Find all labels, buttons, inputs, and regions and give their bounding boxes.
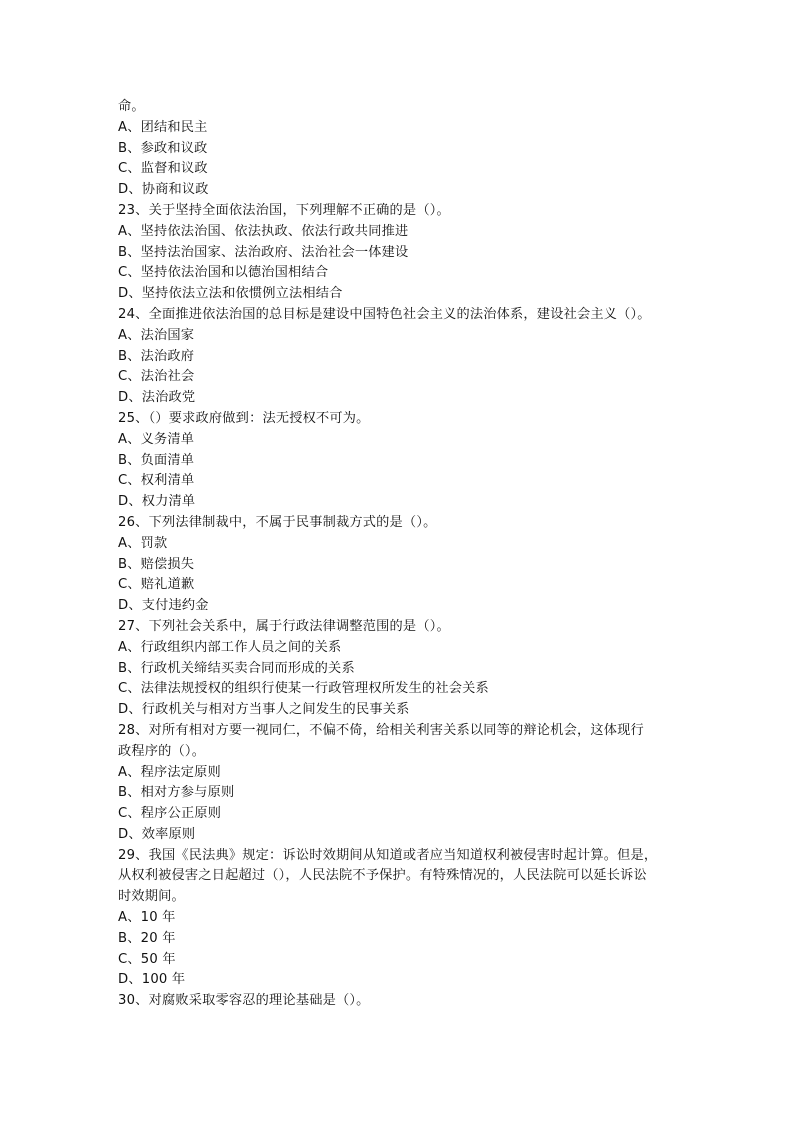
answer-option: C、法律法规授权的组织行使某一行政管理权所发生的社会关系 xyxy=(118,681,489,697)
answer-option: A、10 年 xyxy=(118,910,176,926)
answer-option: A、程序法定原则 xyxy=(118,764,221,780)
answer-option: D、行政机关与相对方当事人之间发生的民事关系 xyxy=(118,702,410,718)
answer-option: C、坚持依法治国和以德治国相结合 xyxy=(118,265,329,281)
text-line: 命。 xyxy=(118,99,145,114)
question-text: 政程序的（）。 xyxy=(118,743,206,759)
document-page xyxy=(118,97,678,1012)
answer-option: B、赔偿损失 xyxy=(118,556,195,572)
answer-option: B、负面清单 xyxy=(118,452,195,468)
answer-option: D、协商和议政 xyxy=(118,182,209,198)
answer-option: B、相对方参与原则 xyxy=(118,785,235,801)
answer-option: D、权力清单 xyxy=(118,494,196,510)
answer-option: B、法治政府 xyxy=(118,348,195,364)
answer-option: D、100 年 xyxy=(118,972,186,988)
question-text: 23、关于坚持全面依法治国，下列理解不正确的是（）。 xyxy=(118,202,450,218)
answer-option: C、监督和议政 xyxy=(118,161,208,177)
answer-option: B、行政机关缔结买卖合同而形成的关系 xyxy=(118,660,355,676)
question-text: 26、下列法律制裁中，不属于民事制裁方式的是（）。 xyxy=(118,514,437,530)
answer-option: A、行政组织内部工作人员之间的关系 xyxy=(118,639,342,655)
question-text: 24、全面推进依法治国的总目标是建设中国特色社会主义的法治体系，建设社会主义（）。 xyxy=(118,306,651,322)
answer-option: A、团结和民主 xyxy=(118,119,208,135)
answer-option: B、坚持法治国家、法治政府、法治社会一体建设 xyxy=(118,244,409,260)
answer-option: D、支付违约金 xyxy=(118,598,209,614)
question-text: 27、下列社会关系中，属于行政法律调整范围的是（）。 xyxy=(118,618,450,634)
question-text: 时效期间。 xyxy=(118,889,185,905)
answer-option: C、法治社会 xyxy=(118,369,195,385)
question-text: 25、（）要求政府做到：法无授权不可为。 xyxy=(118,410,370,426)
question-text: 29、我国《民法典》规定：诉讼时效期间从知道或者应当知道权利被侵害时起计算。但是， xyxy=(118,847,658,863)
question-text: 28、对所有相对方要一视同仁，不偏不倚，给相关利害关系以同等的辩论机会，这体现行 xyxy=(118,722,644,738)
answer-option: A、坚持依法治国、依法执政、依法行政共同推进 xyxy=(118,223,409,239)
answer-option: C、50 年 xyxy=(118,951,176,967)
answer-option: D、效率原则 xyxy=(118,826,196,842)
answer-option: A、义务清单 xyxy=(118,431,195,447)
question-text: 从权利被侵害之日起超过（），人民法院不予保护。有特殊情况的，人民法院可以延长诉讼 xyxy=(118,868,647,884)
answer-option: C、赔礼道歉 xyxy=(118,577,195,593)
answer-option: B、20 年 xyxy=(118,930,176,946)
answer-option: D、坚持依法立法和依惯例立法相结合 xyxy=(118,286,343,302)
answer-option: C、权利清单 xyxy=(118,473,195,489)
answer-option: B、参政和议政 xyxy=(118,140,208,156)
answer-option: A、法治国家 xyxy=(118,327,195,343)
answer-option: A、罚款 xyxy=(118,535,168,551)
answer-option: D、法治政党 xyxy=(118,390,196,406)
answer-option: C、程序公正原则 xyxy=(118,806,222,822)
question-text: 30、对腐败采取零容忍的理论基础是（）。 xyxy=(118,993,370,1009)
